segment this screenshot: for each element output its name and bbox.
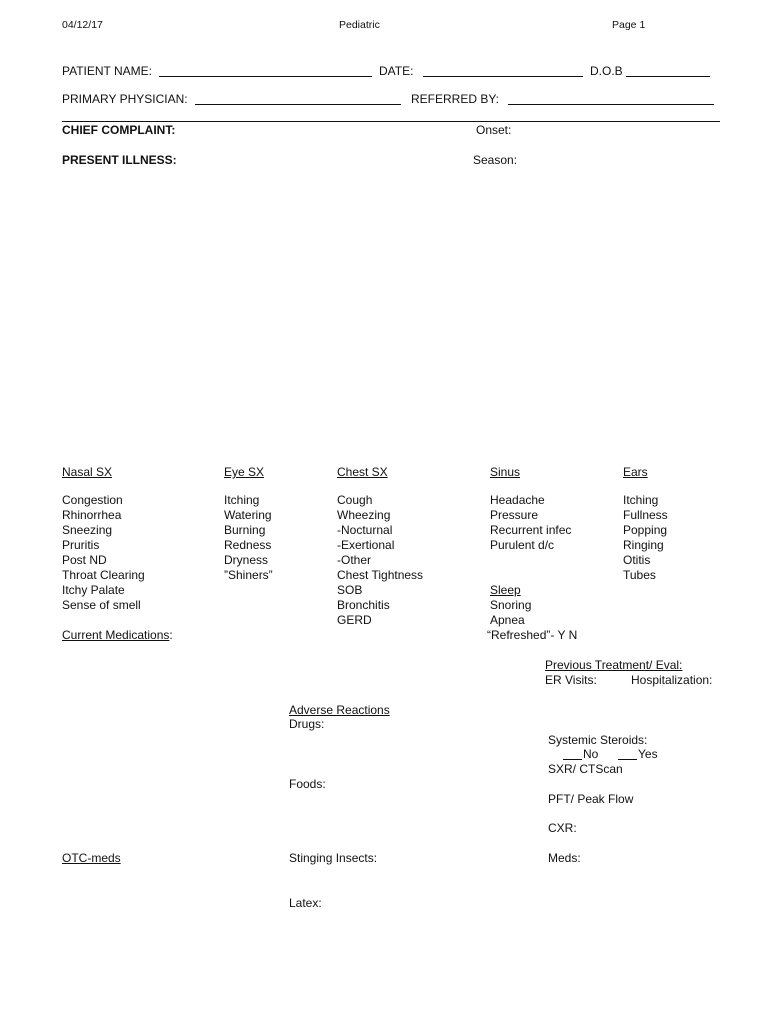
meds-label: Meds: bbox=[548, 851, 581, 865]
list-item: Pruritis bbox=[62, 538, 100, 552]
season-label: Season: bbox=[473, 153, 518, 167]
list-item: Rhinorrhea bbox=[62, 508, 122, 522]
steroids-no-blank[interactable] bbox=[563, 759, 582, 760]
current-medications-colon: : bbox=[169, 628, 173, 642]
list-item: Popping bbox=[623, 523, 668, 537]
sleep-list bbox=[487, 598, 578, 643]
header-date: 04/12/17 bbox=[62, 19, 103, 31]
pft-peak-flow-label: PFT/ Peak Flow bbox=[548, 792, 634, 806]
current-medications-text: Current Medications bbox=[62, 628, 170, 642]
list-item: -Other bbox=[337, 553, 372, 567]
dob-label: D.O.B bbox=[590, 64, 623, 78]
list-item: Throat Clearing bbox=[62, 568, 145, 582]
list-item: -Nocturnal bbox=[337, 523, 393, 537]
list-item: Tubes bbox=[623, 568, 656, 582]
current-medications-label bbox=[62, 628, 173, 642]
stinging-insects-label: Stinging Insects: bbox=[289, 851, 378, 865]
list-item: Headache bbox=[490, 493, 545, 507]
list-item: Itchy Palate bbox=[62, 583, 125, 597]
nasal-sx-title: Nasal SX bbox=[62, 465, 113, 479]
header-title: Pediatric bbox=[339, 19, 380, 31]
patient-name-field[interactable] bbox=[159, 76, 372, 77]
list-item: Fullness bbox=[623, 508, 668, 522]
list-item: Wheezing bbox=[337, 508, 391, 522]
list-item: Watering bbox=[224, 508, 272, 522]
list-item: Otitis bbox=[623, 553, 651, 567]
hospitalization-label: Hospitalization: bbox=[631, 673, 713, 687]
list-item: Bronchitis bbox=[337, 598, 390, 612]
list-item: Snoring bbox=[490, 598, 532, 612]
latex-label: Latex: bbox=[289, 896, 322, 910]
steroids-yes-blank[interactable] bbox=[618, 759, 637, 760]
primary-physician-field[interactable] bbox=[195, 104, 401, 105]
nasal-sx-list bbox=[62, 493, 145, 613]
systemic-steroids-label: Systemic Steroids: bbox=[548, 733, 648, 747]
list-item: GERD bbox=[337, 613, 372, 627]
patient-name-label: PATIENT NAME: bbox=[62, 64, 153, 78]
previous-treatment-title: Previous Treatment/ Eval: bbox=[545, 658, 683, 672]
list-item: Sense of smell bbox=[62, 598, 141, 612]
list-item: Congestion bbox=[62, 493, 123, 507]
otc-meds-label: OTC-meds bbox=[62, 851, 121, 865]
chest-sx-title: Chest SX bbox=[337, 465, 388, 479]
cxr-label: CXR: bbox=[548, 821, 577, 835]
list-item: Itching bbox=[224, 493, 260, 507]
list-item: Redness bbox=[224, 538, 272, 552]
list-item: Burning bbox=[224, 523, 266, 537]
chest-sx-list bbox=[337, 493, 423, 628]
list-item: “Refreshed”- Y N bbox=[487, 628, 578, 642]
drugs-label: Drugs: bbox=[289, 717, 325, 731]
list-item: Chest Tightness bbox=[337, 568, 424, 582]
list-item: Cough bbox=[337, 493, 373, 507]
list-item: Post ND bbox=[62, 553, 107, 567]
list-item: Purulent d/c bbox=[490, 538, 555, 552]
sxr-ctscan-label: SXR/ CTScan bbox=[548, 762, 623, 776]
list-item: -Exertional bbox=[337, 538, 395, 552]
referred-by-label: REFERRED BY: bbox=[411, 92, 500, 106]
list-item: Recurrent infec bbox=[490, 523, 572, 537]
steroids-yes-label: Yes bbox=[638, 747, 658, 761]
list-item: Itching bbox=[623, 493, 659, 507]
list-item: Apnea bbox=[490, 613, 525, 627]
adverse-reactions-title: Adverse Reactions bbox=[289, 703, 390, 717]
date-label: DATE: bbox=[379, 64, 414, 78]
list-item: Dryness bbox=[224, 553, 269, 567]
section-divider bbox=[62, 121, 720, 122]
list-item: Ringing bbox=[623, 538, 664, 552]
referred-by-field[interactable] bbox=[508, 104, 714, 105]
onset-label: Onset: bbox=[476, 123, 512, 137]
sinus-list bbox=[490, 493, 571, 553]
date-field[interactable] bbox=[423, 76, 583, 77]
sinus-title: Sinus bbox=[490, 465, 521, 479]
ears-title: Ears bbox=[623, 465, 648, 479]
chief-complaint-label: CHIEF COMPLAINT: bbox=[62, 123, 176, 137]
sleep-title: Sleep bbox=[490, 583, 521, 597]
ears-list bbox=[623, 493, 668, 583]
present-illness-label: PRESENT ILLNESS: bbox=[62, 153, 177, 167]
eye-sx-list bbox=[224, 493, 273, 583]
list-item: SOB bbox=[337, 583, 363, 597]
list-item: ”Shiners” bbox=[224, 568, 273, 582]
header-page: Page 1 bbox=[612, 19, 646, 31]
eye-sx-title: Eye SX bbox=[224, 465, 265, 479]
primary-physician-label: PRIMARY PHYSICIAN: bbox=[62, 92, 188, 106]
list-item: Pressure bbox=[490, 508, 539, 522]
steroids-no-label: No bbox=[583, 747, 599, 761]
list-item: Sneezing bbox=[62, 523, 113, 537]
er-visits-label: ER Visits: bbox=[545, 673, 597, 687]
foods-label: Foods: bbox=[289, 777, 326, 791]
dob-field[interactable] bbox=[626, 76, 710, 77]
